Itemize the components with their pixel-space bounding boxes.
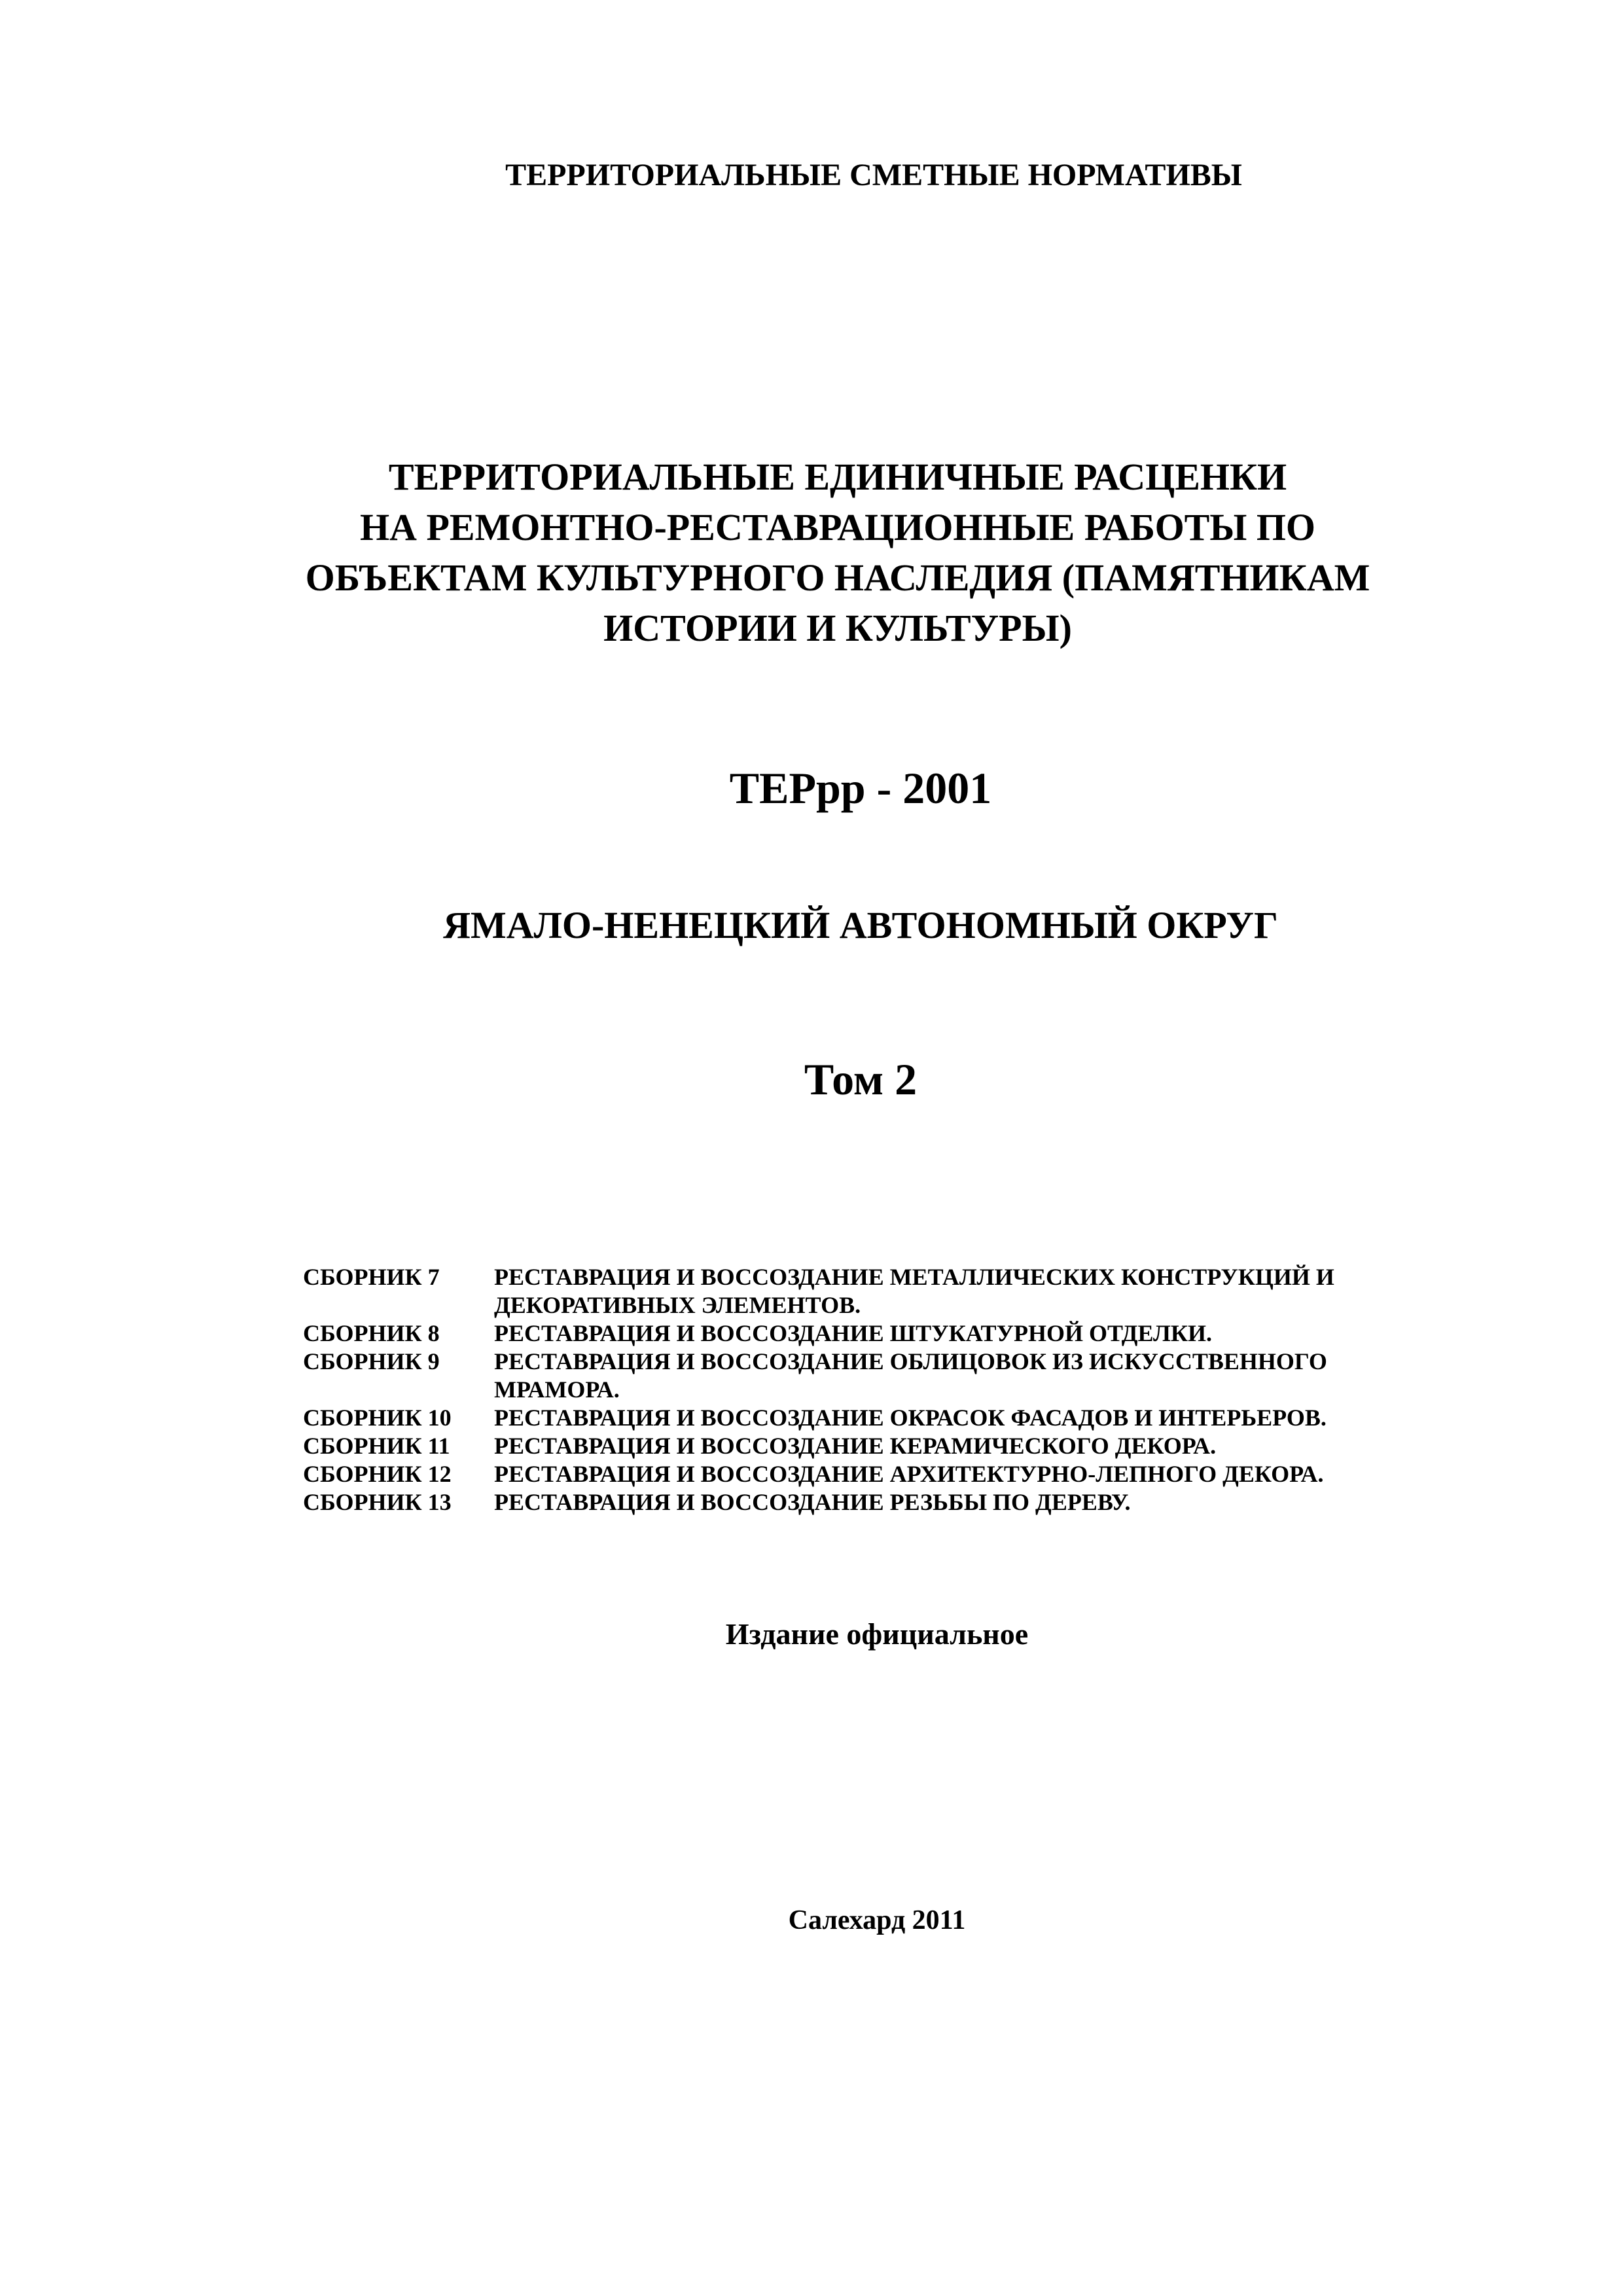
collection-label: СБОРНИК 13	[303, 1489, 452, 1515]
document-code: ТЕРрр - 2001	[729, 763, 992, 813]
collection-item	[303, 1263, 1429, 1319]
collection-item	[303, 1404, 1429, 1432]
collection-title: РЕСТАВРАЦИЯ И ВОССОЗДАНИЕ ОБЛИЦОВОК ИЗ ИСКУССТВЕННОГО МРАМОРА.	[494, 1348, 1327, 1403]
title-line: ТЕРРИТОРИАЛЬНЫЕ ЕДИНИЧНЫЕ РАСЦЕНКИ	[388, 456, 1287, 498]
collection-label: СБОРНИК 9	[303, 1348, 440, 1374]
collection-label: СБОРНИК 7	[303, 1264, 440, 1290]
collection-title: РЕСТАВРАЦИЯ И ВОССОЗДАНИЕ ОКРАСОК ФАСАДОВ И ИНТЕРЬЕРОВ.	[494, 1405, 1327, 1431]
collection-title: РЕСТАВРАЦИЯ И ВОССОЗДАНИЕ АРХИТЕКТУРНО-ЛЕПНОГО ДЕКОРА.	[494, 1461, 1324, 1487]
document-header: ТЕРРИТОРИАЛЬНЫЕ СМЕТНЫЕ НОРМАТИВЫ	[505, 158, 1242, 192]
collection-title: РЕСТАВРАЦИЯ И ВОССОЗДАНИЕ ШТУКАТУРНОЙ ОТДЕЛКИ.	[494, 1320, 1212, 1346]
volume-number: Том 2	[804, 1054, 918, 1104]
collection-item	[303, 1319, 1429, 1348]
collection-title: РЕСТАВРАЦИЯ И ВОССОЗДАНИЕ МЕТАЛЛИЧЕСКИХ КОНСТРУКЦИЙ И ДЕКОРАТИВНЫХ ЭЛЕМЕНТОВ.	[494, 1264, 1334, 1318]
edition-note: Издание официальное	[725, 1617, 1029, 1651]
collection-label: СБОРНИК 10	[303, 1405, 452, 1431]
collection-label: СБОРНИК 11	[303, 1433, 450, 1459]
collection-item	[303, 1432, 1429, 1460]
region-name: ЯМАЛО-НЕНЕЦКИЙ АВТОНОМНЫЙ ОКРУГ	[443, 904, 1278, 946]
collection-item	[303, 1488, 1429, 1516]
title-line: НА РЕМОНТНО-РЕСТАВРАЦИОННЫЕ РАБОТЫ ПО	[359, 506, 1316, 548]
collection-label: СБОРНИК 8	[303, 1320, 440, 1346]
collections-list	[303, 1263, 1429, 1516]
document-title	[26, 452, 1623, 653]
collection-item	[303, 1460, 1429, 1488]
city-and-year: Салехард 2011	[788, 1905, 966, 1935]
title-line: ИСТОРИИ И КУЛЬТУРЫ)	[603, 607, 1072, 649]
title-line: ОБЪЕКТАМ КУЛЬТУРНОГО НАСЛЕДИЯ (ПАМЯТНИКАМ	[305, 556, 1370, 599]
collection-label: СБОРНИК 12	[303, 1461, 452, 1487]
collection-title: РЕСТАВРАЦИЯ И ВОССОЗДАНИЕ КЕРАМИЧЕСКОГО ДЕКОРА.	[494, 1433, 1217, 1459]
collection-title: РЕСТАВРАЦИЯ И ВОССОЗДАНИЕ РЕЗЬБЫ ПО ДЕРЕВУ.	[494, 1489, 1131, 1515]
collection-item	[303, 1348, 1429, 1404]
